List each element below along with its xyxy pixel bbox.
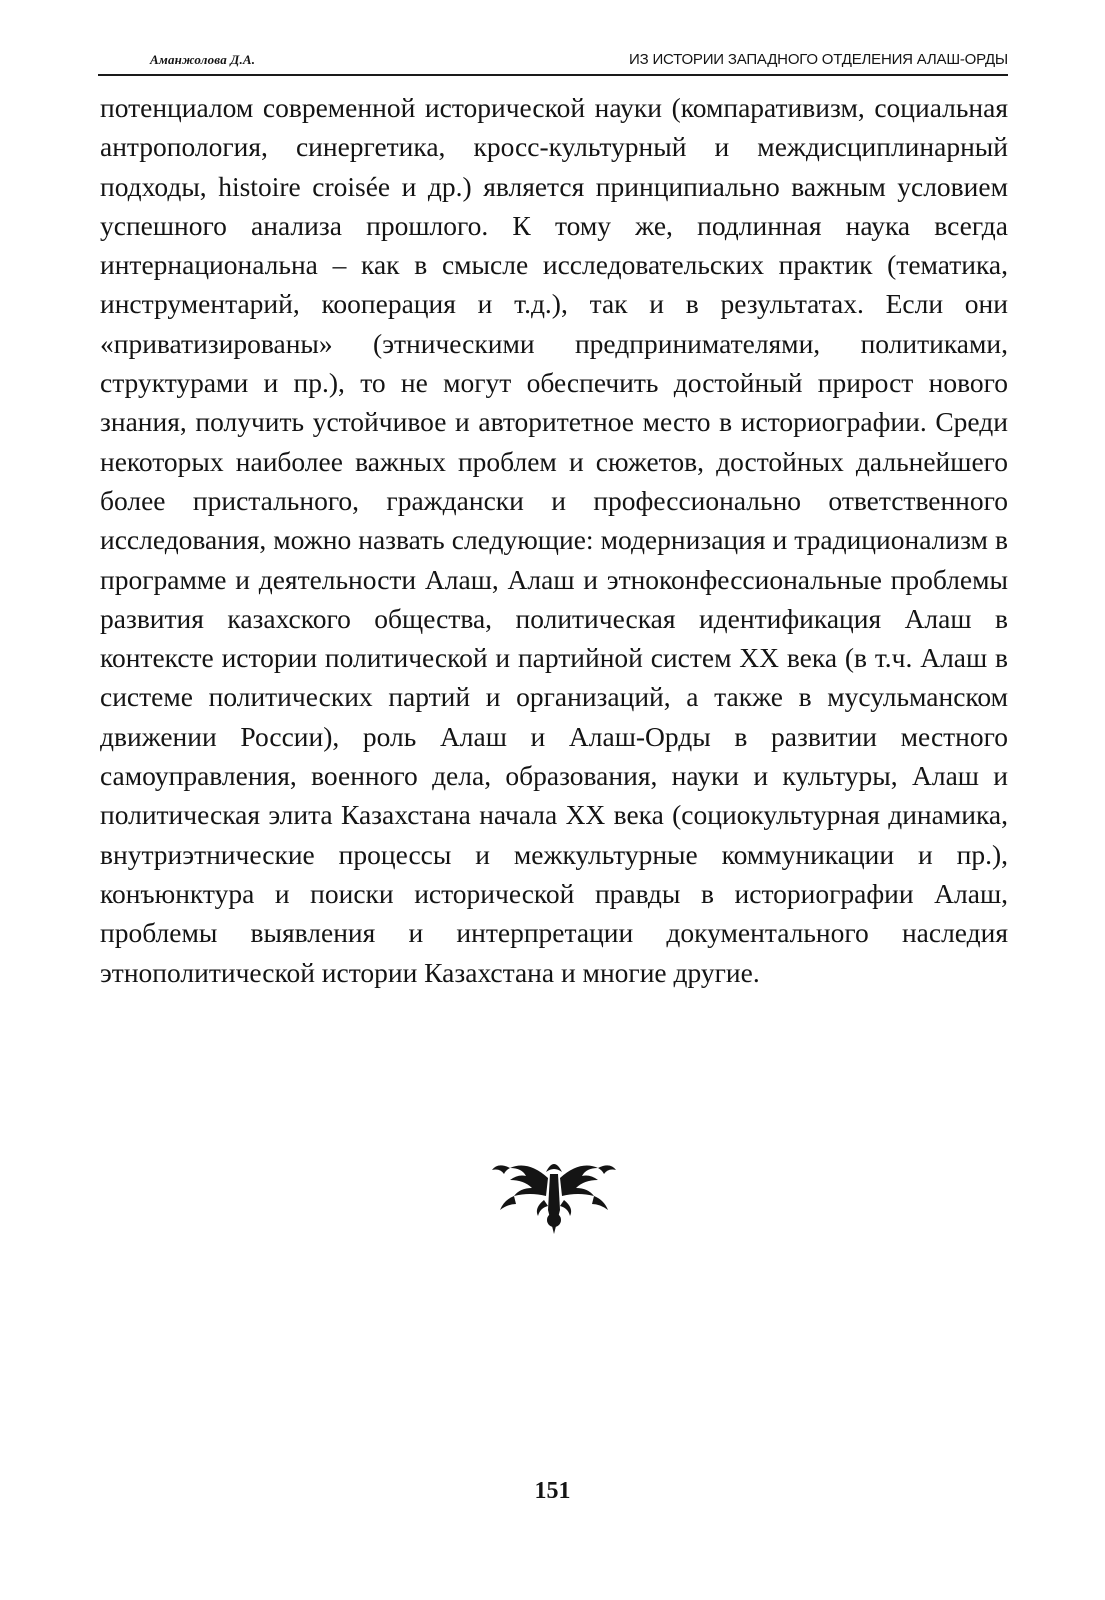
kazakh-ornament-icon: [488, 1150, 620, 1242]
body-text: [100, 88, 1008, 992]
running-header: [98, 48, 1008, 76]
page-number: 151: [534, 1478, 571, 1504]
header-title: ИЗ ИСТОРИИ ЗАПАДНОГО ОТДЕЛЕНИЯ АЛАШ-ОРДЫ: [629, 51, 1008, 68]
body-paragraph: потенциалом современной исторической науки (компаративизм, социальная антропология, синергетика, кросс-культурный и междисциплинарный подходы, histoire croisée и др.) является принципиально важным условием успешного анализа прошлого. К тому же, подлинная наука всегда интернациональна – как в смысле исследовательских практик (тематика, инструментарий, кооперация и т.д.), так и в результатах. Если они «приватизированы» (этническими предпринимателями, политиками, структурами и пр.), то не могут обеспечить достойный прирост нового знания, получить устойчивое и авторитетное место в историографии. Среди некоторых наиболее важных проблем и сюжетов, достойных дальнейшего более пристального, граждански и профессионально ответственного исследования, можно назвать следующие: модернизация и традиционализм в программе и деятельности Алаш, Алаш и этноконфессиональные проблемы развития казахского общества, политическая идентификация Алаш в контексте истории политической и партийной систем XX века (в т.ч. Алаш в системе политических партий и организаций, а также в мусульманском движении России), роль Алаш и Алаш-Орды в развитии местного самоуправления, военного дела, образования, науки и культуры, Алаш и политическая элита Казахстана начала XX века (социокультурная динамика, внутриэтнические процессы и межкультурные коммуникации и пр.), конъюнктура и поиски исторической правды в историографии Алаш, проблемы выявления и интерпретации документального наследия этнополитической истории Казахстана и многие другие.: [100, 92, 1008, 988]
header-author: Аманжолова Д.А.: [150, 52, 256, 67]
